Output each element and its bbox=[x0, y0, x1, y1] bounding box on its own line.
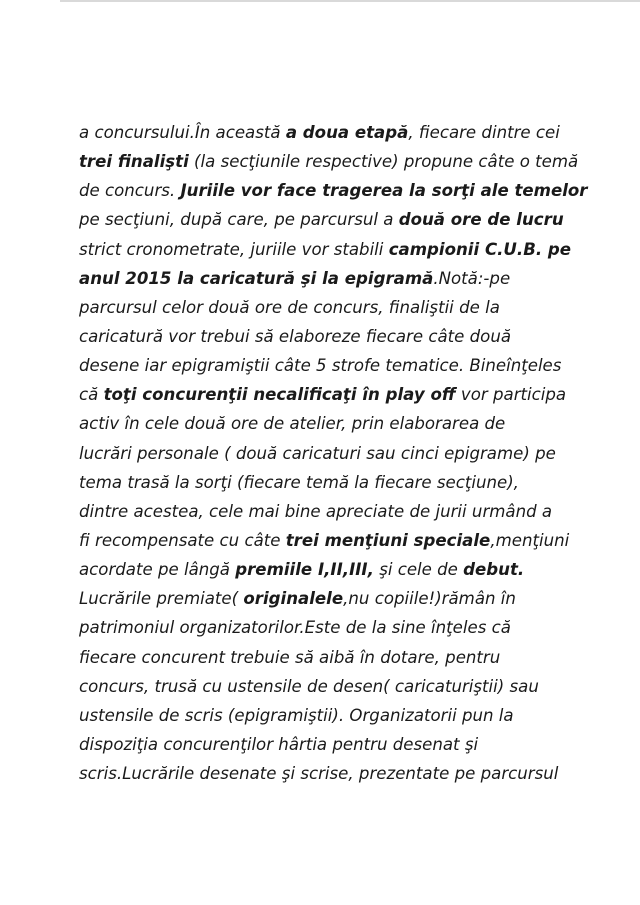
bold-text-run: a doua etapă bbox=[285, 123, 409, 142]
text-line bbox=[79, 322, 599, 351]
text-line bbox=[79, 439, 599, 468]
text-line bbox=[79, 526, 599, 555]
text-line bbox=[79, 409, 599, 438]
text-run: parcursul celor două ore de concurs, finaliştii de la bbox=[79, 297, 500, 317]
text-run: şi cele de bbox=[373, 560, 464, 580]
text-run: .Notă:-pe bbox=[433, 268, 511, 288]
text-line bbox=[79, 264, 599, 293]
text-line bbox=[79, 555, 599, 584]
text-run: scris.Lucrările desenate şi scrise, prezentate pe parcursul bbox=[79, 764, 559, 784]
body-paragraph bbox=[79, 118, 599, 788]
text-line bbox=[79, 613, 599, 642]
text-line bbox=[79, 468, 599, 497]
text-run: de concurs. bbox=[79, 181, 181, 201]
text-run: fiecare concurent trebuie să aibă în dotare, pentru bbox=[79, 647, 501, 667]
page-top-edge bbox=[60, 0, 640, 2]
text-run: dispoziţia concurenţilor hârtia pentru desenat şi bbox=[79, 734, 479, 754]
bold-text-run: două ore de lucru bbox=[398, 210, 564, 230]
text-run: tema trasă la sorţi (fiecare temă la fiecare secţiune), bbox=[79, 472, 519, 492]
text-run: lucrări personale ( două caricaturi sau cinci epigrame) pe bbox=[79, 443, 556, 463]
text-run: ustensile de scris (epigramiştii). Organizatorii pun la bbox=[79, 705, 514, 725]
text-run: concurs, trusă cu ustensile de desen( caricaturiştii) sau bbox=[79, 676, 539, 696]
bold-text-run: trei finalişti bbox=[79, 152, 189, 172]
bold-text-run: trei menţiuni speciale bbox=[285, 530, 491, 550]
text-run: patrimoniul organizatorilor.Este de la sine înţeles că bbox=[79, 618, 511, 638]
text-line bbox=[79, 730, 599, 759]
bold-text-run: debut. bbox=[463, 560, 525, 580]
text-run: dintre acestea, cele mai bine apreciate de jurii urmând a bbox=[79, 501, 553, 521]
text-run: strict cronometrate, juriile vor stabili bbox=[79, 239, 389, 259]
text-line bbox=[79, 205, 599, 234]
text-line bbox=[79, 701, 599, 730]
text-run: activ în cele două ore de atelier, prin elaborarea de bbox=[79, 414, 506, 434]
text-run: vor participa bbox=[455, 385, 567, 405]
bold-text-run: premiile I,II,III, bbox=[235, 560, 374, 580]
text-run: , fiecare dintre cei bbox=[408, 123, 560, 142]
text-run: acordate pe lângă bbox=[79, 560, 236, 580]
text-run: ,menţiuni bbox=[490, 530, 570, 550]
bold-text-run: anul 2015 la caricatură şi la epigramă bbox=[79, 268, 434, 288]
text-line bbox=[79, 759, 599, 788]
text-run: a concursului.În această bbox=[79, 123, 286, 142]
text-line bbox=[79, 147, 599, 176]
text-run: fi recompensate cu câte bbox=[79, 530, 286, 550]
text-run: pe secţiuni, după care, pe parcursul a bbox=[79, 210, 399, 230]
bold-text-run: originalele bbox=[243, 589, 344, 609]
text-line bbox=[79, 584, 599, 613]
bold-text-run: toţi concurenţii necalificaţi în play off bbox=[103, 385, 456, 405]
text-line bbox=[79, 118, 599, 147]
text-run: Lucrările premiate( bbox=[79, 589, 244, 609]
text-line bbox=[79, 351, 599, 380]
text-run: (la secţiunile respective) propune câte o temă bbox=[188, 152, 579, 172]
text-line bbox=[79, 176, 599, 205]
bold-text-run: campionii C.U.B. pe bbox=[388, 239, 572, 259]
text-line bbox=[79, 497, 599, 526]
bold-text-run: Juriile vor face tragerea la sorţi ale temelor bbox=[180, 181, 588, 201]
text-run: că bbox=[79, 385, 104, 405]
text-run: desene iar epigramiştii câte 5 strofe tematice. Bineînţeles bbox=[79, 356, 562, 376]
text-run: ,nu copiile!)rămân în bbox=[343, 589, 516, 609]
text-line bbox=[79, 672, 599, 701]
text-line bbox=[79, 643, 599, 672]
text-run: caricatură vor trebui să elaboreze fiecare câte două bbox=[79, 326, 512, 346]
text-line bbox=[79, 235, 599, 264]
text-line bbox=[79, 293, 599, 322]
text-line bbox=[79, 380, 599, 409]
